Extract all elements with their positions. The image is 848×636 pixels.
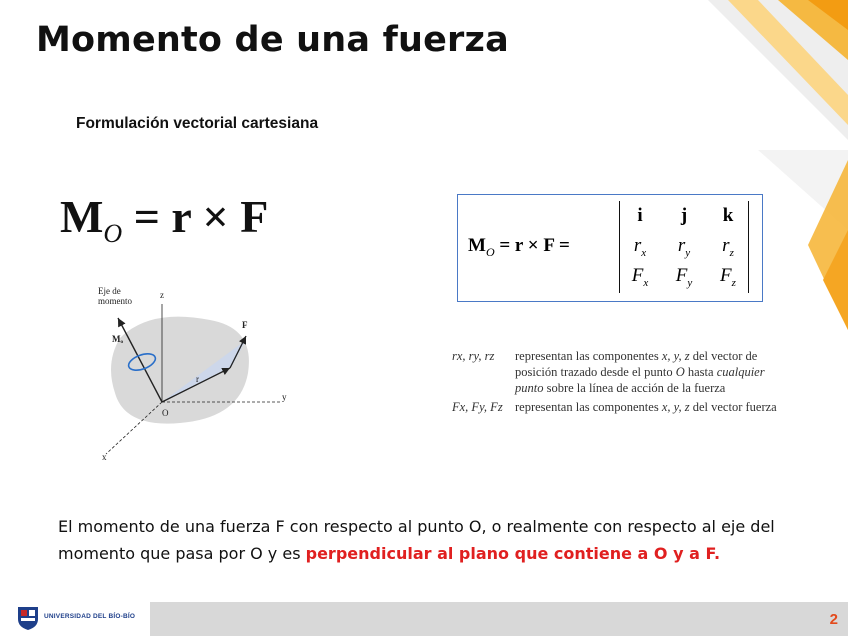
matrix-fy: $F_y$ — [675, 265, 693, 289]
university-name: UNIVERSIDAD DEL BÍO-BÍO — [44, 613, 136, 620]
definition-F: Fx, Fy, Fz representan las componentes x, y, z del vector fuerza — [452, 400, 777, 414]
matrix-k: k — [722, 205, 734, 226]
det-rhs: = r × F = — [494, 235, 570, 256]
definition-r: rx, ry, rz representan las componentes x, y, z del vector de posición trazado desde el punto O hasta cualquier punto sobre la línea de acción de la fuerza — [452, 349, 765, 395]
det-lhs: M — [468, 235, 486, 256]
matrix-rz: $r_z$ — [722, 235, 734, 259]
z-label: z — [160, 290, 164, 300]
axis-label-line2: momento — [98, 296, 132, 306]
eq-rhs: = r × F — [122, 191, 269, 242]
determinant-lhs — [468, 235, 570, 260]
Mo-label: Mₒ — [112, 334, 124, 344]
matrix-j: j — [680, 205, 688, 226]
eq-lhs: M — [60, 191, 104, 242]
axis-label-line1: Eje de — [98, 286, 121, 296]
eq-lhs-sub: O — [103, 219, 123, 249]
matrix-ry: $r_y$ — [677, 235, 691, 259]
det-lhs-sub: O — [485, 244, 495, 259]
determinant-box — [457, 194, 763, 302]
y-label: y — [282, 392, 287, 402]
moment-equation — [60, 190, 268, 249]
definition-symbol: Fx, Fy, Fz — [452, 400, 503, 414]
page-number: 2 — [829, 611, 838, 628]
body-text — [58, 514, 778, 567]
x-label: x — [102, 452, 107, 462]
matrix-fx: $F_x$ — [631, 265, 649, 289]
crest-icon — [16, 605, 40, 631]
definition-symbol: rx, ry, rz — [452, 349, 495, 363]
matrix-fz: $F_z$ — [720, 265, 736, 289]
footer-bar — [150, 602, 848, 636]
page-title: Momento de una fuerza — [36, 20, 509, 60]
F-label: F — [242, 320, 248, 330]
definitions — [452, 348, 782, 415]
r-label: r — [196, 374, 199, 384]
body-highlight: perpendicular al plano que contiene a O y a F. — [305, 543, 721, 563]
matrix-i: i — [637, 205, 643, 226]
moment-diagram — [80, 278, 340, 462]
origin-label: O — [162, 408, 169, 418]
body-main: El momento de una fuerza F con respecto al punto O, o realmente con respecto al eje del momento que pasa por O y es — [58, 517, 775, 563]
matrix-rx: $r_x$ — [633, 235, 647, 259]
university-logo — [14, 603, 144, 633]
determinant-matrix — [619, 201, 749, 293]
subtitle: Formulación vectorial cartesiana — [76, 115, 319, 132]
